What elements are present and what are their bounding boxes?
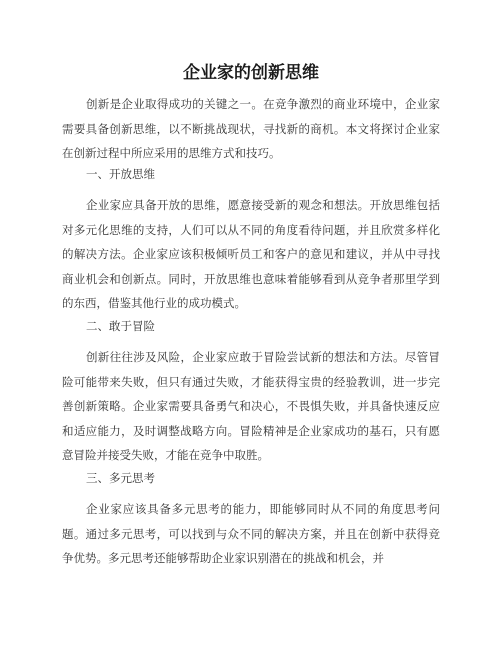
intro-paragraph: 创新是企业取得成功的关键之一。在竞争激烈的商业环境中，企业家需要具备创新思维，以不断挑战现状，寻找新的商机。本文将探讨企业家在创新过程中所应采用的思维方式和技巧。	[62, 97, 440, 160]
document-title: 企业家的创新思维	[183, 63, 319, 83]
section-body-open-thinking: 企业家应具备开放的思维，愿意接受新的观念和想法。开放思维包括对多元化思维的支持，人们可以从不同的角度看待问题，并且欣赏多样化的解决方法。企业家应该积极倾听员工和客户的意见和建议，并从中寻找商业机会和创新点。同时，开放思维也意味着能够看到从竞争者那里学到的东西，借鉴其他行业的成功模式。	[62, 198, 440, 310]
section-heading-diverse-thinking: 三、多元思考	[86, 471, 155, 485]
section-heading-risk-taking: 二、敢于冒险	[86, 319, 155, 333]
section-heading-open-thinking: 一、开放思维	[86, 167, 155, 181]
section-body-diverse-thinking: 企业家应该具备多元思考的能力，即能够同时从不同的角度思考问题。通过多元思考，可以找到与众不同的解决方案，并且在创新中获得竞争优势。多元思考还能够帮助企业家识别潜在的挑战和机会，并	[62, 502, 440, 565]
section-body-risk-taking: 创新往往涉及风险，企业家应敢于冒险尝试新的想法和方法。尽管冒险可能带来失败，但只有通过失败，才能获得宝贵的经验教训，进一步完善创新策略。企业家需要具备勇气和决心，不畏惧失败，并具备快速反应和适应能力，及时调整战略方向。冒险精神是企业家成功的基石，只有愿意冒险并接受失败，才能在竞争中取胜。	[62, 350, 440, 462]
